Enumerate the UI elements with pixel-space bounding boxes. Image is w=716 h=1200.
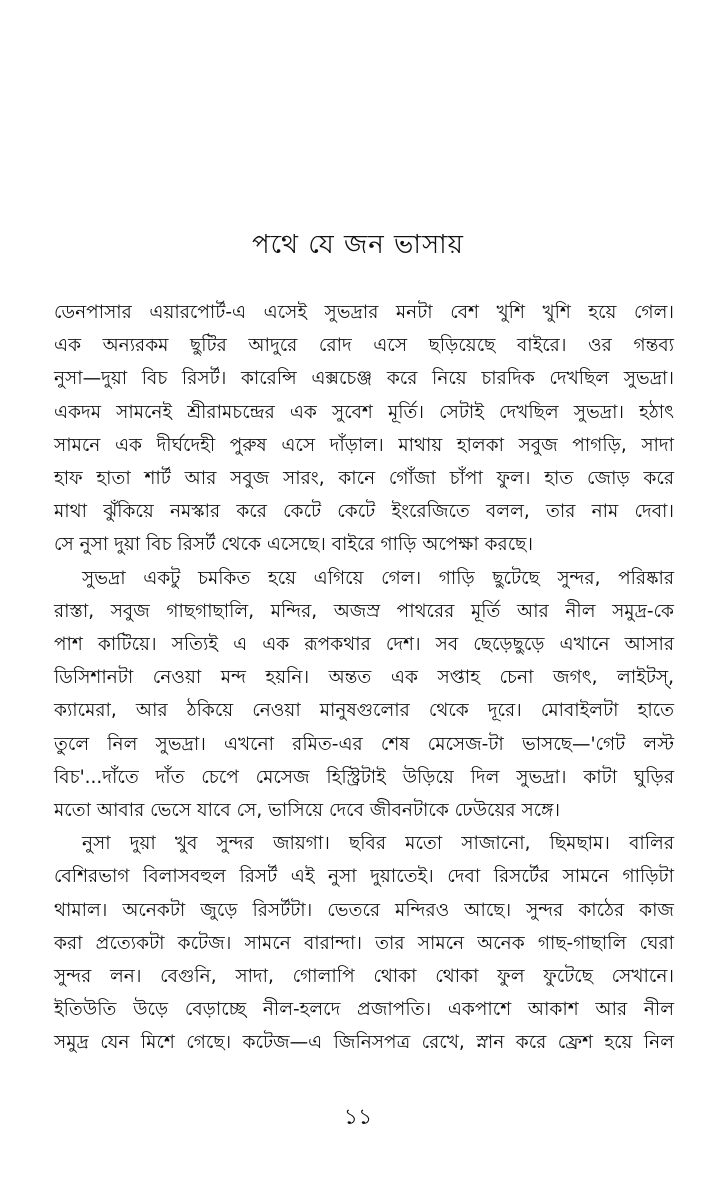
text-line: সে নুসা দুয়া বিচ রিসর্ট থেকে এসেছে। বাইরে গাড়ি অপেক্ষা করছে। — [54, 534, 533, 556]
text-line: হাফ হাতা শার্ট আর সবুজ সারং, কানে গোঁজা চাঁপা ফুল। হাত জোড় করে — [54, 468, 674, 490]
page-number: ১১ — [343, 1105, 373, 1130]
body-text — [54, 296, 674, 1060]
text-line: পাশ কাটিয়ে। সত্যিই এ এক রূপকথার দেশ। সব ছেড়েছুড়ে এখানে আসার — [54, 634, 674, 656]
text-line: ডেনপাসার এয়ারপোর্ট-এ এসেই সুভদ্রার মনটা বেশ খুশি খুশি হয়ে গেল। — [54, 302, 674, 323]
text-line: বেশিরভাগ বিলাসবহুল রিসর্ট এই নুসা দুয়াতেই। দেবা রিসর্টের সামনে গাড়িটা — [54, 866, 674, 888]
chapter-title: পথে যে জন ভাসায় — [252, 230, 464, 260]
text-line: ডিসিশানটা নেওয়া মন্দ হয়নি। অন্তত এক সপ্তাহ চেনা জগৎ, লাইটস্, — [54, 667, 674, 689]
text-line: সমুদ্র যেন মিশে গেছে। কটেজ—এ জিনিসপত্র রেখে, স্নান করে ফ্রেশ হয়ে নিল — [54, 1032, 674, 1054]
text-line: একদম সামনেই শ্রীরামচন্দ্রের এক সুবেশ মূর্তি। সেটাই দেখছিল সুভদ্রা। হঠাৎ — [54, 401, 674, 423]
text-line: এক অন্যরকম ছুটির আদুরে রোদ এসে ছড়িয়েছে বাইরে। ওর গন্তব্য — [54, 335, 674, 357]
text-line: বিচ'...দাঁতে দাঁত চেপে মেসেজ হিস্ট্রিটাই উড়িয়ে দিল সুভদ্রা। কাটা ঘুড়ির — [54, 766, 674, 788]
text-line: ইতিউতি উড়ে বেড়াচ্ছে নীল-হলদে প্রজাপতি। একপাশে আকাশ আর নীল — [54, 999, 674, 1021]
text-line: সুন্দর লন। বেগুনি, সাদা, গোলাপি থোকা থোকা ফুল ফুটেছে সেখানে। — [54, 966, 674, 988]
text-line: সামনে এক দীর্ঘদেহী পুরুষ এসে দাঁড়াল। মাথায় হালকা সবুজ পাগড়ি, সাদা — [54, 434, 674, 456]
text-line: সুভদ্রা একটু চমকিত হয়ে এগিয়ে গেল। গাড়ি ছুটেছে সুন্দর, পরিষ্কার — [82, 567, 674, 589]
text-line: নুসা—দুয়া বিচ রিসর্ট। কারেন্সি এক্সচেঞ্জ করে নিয়ে চারদিক দেখছিল সুভদ্রা। — [54, 368, 674, 390]
text-line: ক্যামেরা, আর ঠকিয়ে নেওয়া মানুষগুলোর থেকে দূরে। মোবাইলটা হাতে — [54, 700, 674, 722]
text-line: তুলে নিল সুভদ্রা। এখনো রমিত-এর শেষ মেসেজ-টা ভাসছে—'গেট লস্ট — [54, 733, 674, 755]
text-line: রাস্তা, সবুজ গাছগাছালি, মন্দির, অজস্র পাথরের মূর্তি আর নীল সমুদ্র-কে — [54, 600, 674, 622]
text-line: মাথা ঝুঁকিয়ে নমস্কার করে কেটে কেটে ইংরেজিতে বলল, তার নাম দেবা। — [54, 501, 674, 523]
text-line: মতো আবার ভেসে যাবে সে, ভাসিয়ে দেবে জীবনটাকে ঢেউয়ের সঙ্গে। — [54, 800, 560, 822]
text-line: করা প্রত্যেকটা কটেজ। সামনে বারান্দা। তার সামনে অনেক গাছ-গাছালি ঘেরা — [54, 932, 674, 954]
text-line: থামাল। অনেকটা জুড়ে রিসর্টটা। ভেতরে মন্দিরও আছে। সুন্দর কাঠের কাজ — [54, 899, 674, 921]
text-line: নুসা দুয়া খুব সুন্দর জায়গা। ছবির মতো সাজানো, ছিমছাম। বালির — [82, 833, 674, 855]
